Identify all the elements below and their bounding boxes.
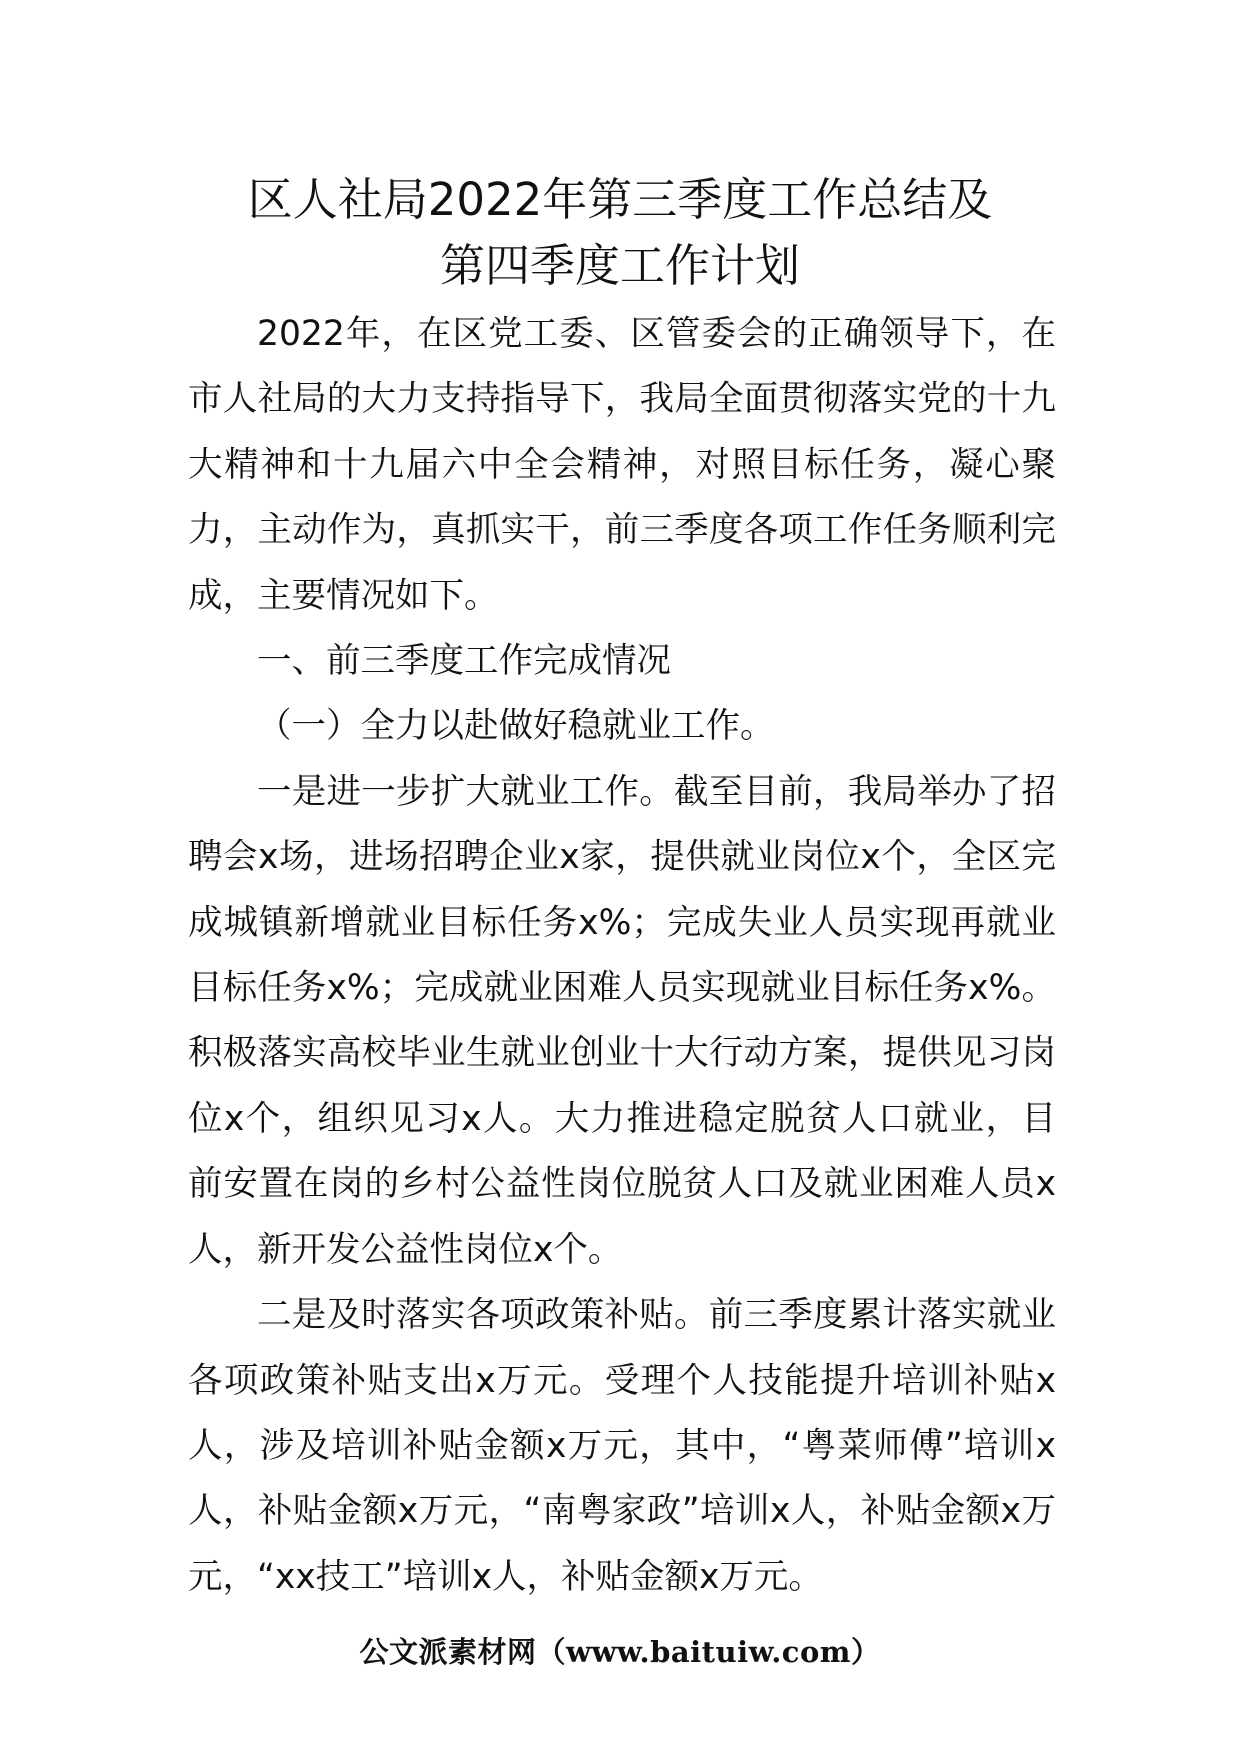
subsection-heading-1: （一）全力以赴做好稳就业工作。 bbox=[257, 706, 775, 747]
document-title-line-2: 第四季度工作计划 bbox=[439, 239, 800, 292]
document-body bbox=[188, 302, 1056, 1610]
footer-watermark: 公文派素材网（www.baituiw.com） bbox=[359, 1635, 881, 1669]
section-heading-1: 一、前三季度工作完成情况 bbox=[257, 641, 671, 682]
document-title-line-1: 区人社局2022年第三季度工作总结及 bbox=[247, 173, 993, 226]
paragraph-intro: 2022年，在区党工委、区管委会的正确领导下，在市人社局的大力支持指导下，我局全面贯彻落实党的十九大精神和十九届六中全会精神，对照目标任务，凝心聚力，主动作为，真抓实干，前三季度各项工作任务顺利完成，主要情况如下。 bbox=[188, 314, 1056, 616]
paragraph-subsidies: 二是及时落实各项政策补贴。前三季度累计落实就业各项政策补贴支出x万元。受理个人技能提升培训补贴x人，涉及培训补贴金额x万元，其中，“粤菜师傅”培训x人，补贴金额x万元，“南粤家政”培训x人，补贴金额x万元，“xx技工”培训x人，补贴金额x万元。 bbox=[188, 1295, 1056, 1597]
paragraph-employment: 一是进一步扩大就业工作。截至目前，我局举办了招聘会x场，进场招聘企业x家，提供就业岗位x个，全区完成城镇新增就业目标任务x%；完成失业人员实现再就业目标任务x%；完成就业困难人员实现就业目标任务x%。积极落实高校毕业生就业创业十大行动方案，提供见习岗位x个，组织见习x人。大力推进稳定脱贫人口就业，目前安置在岗的乡村公益性岗位脱贫人口及就业困难人员x人，新开发公益性岗位x个。 bbox=[188, 771, 1056, 1270]
